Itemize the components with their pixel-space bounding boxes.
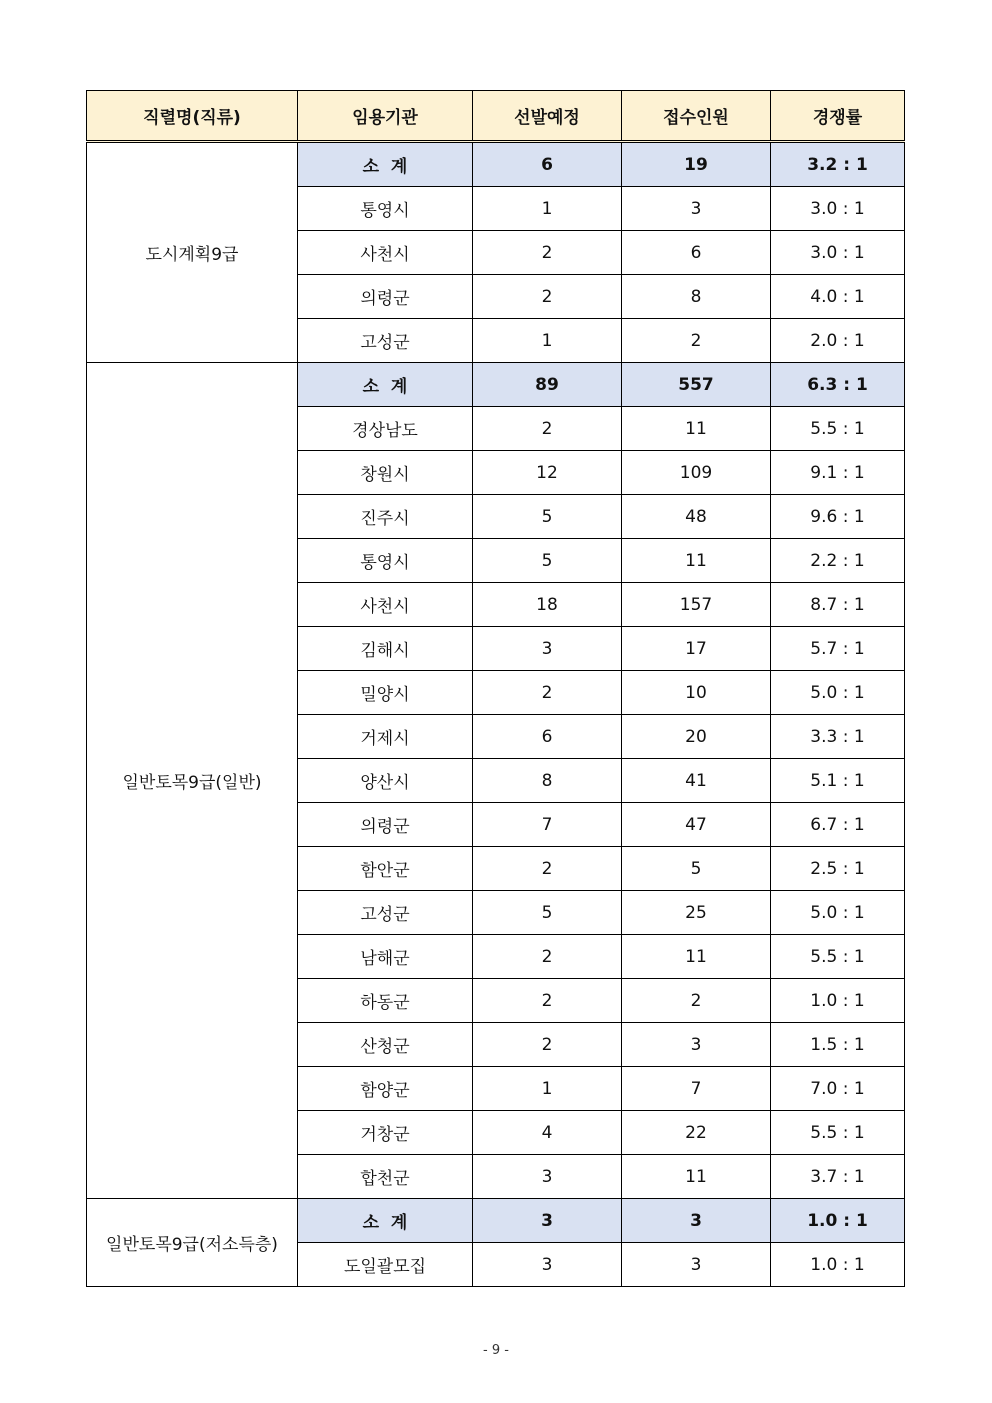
agency-cell: 경상남도 <box>298 407 473 451</box>
ratio-cell: 2.2 : 1 <box>771 539 905 583</box>
agency-cell: 김해시 <box>298 627 473 671</box>
ratio-cell: 3.0 : 1 <box>771 231 905 275</box>
ratio-cell: 5.5 : 1 <box>771 407 905 451</box>
page-number: - 9 - <box>483 1343 509 1358</box>
planned-cell: 7 <box>473 803 622 847</box>
ratio-cell: 1.0 : 1 <box>771 1243 905 1287</box>
planned-cell: 2 <box>473 1023 622 1067</box>
applicants-cell: 2 <box>622 979 771 1023</box>
applicants-cell: 8 <box>622 275 771 319</box>
ratio-cell: 1.0 : 1 <box>771 1199 905 1243</box>
planned-cell: 1 <box>473 1067 622 1111</box>
ratio-cell: 6.3 : 1 <box>771 363 905 407</box>
planned-cell: 6 <box>473 715 622 759</box>
planned-cell: 1 <box>473 319 622 363</box>
planned-cell: 5 <box>473 891 622 935</box>
applicants-cell: 6 <box>622 231 771 275</box>
applicants-cell: 557 <box>622 363 771 407</box>
applicants-cell: 11 <box>622 407 771 451</box>
planned-cell: 5 <box>473 495 622 539</box>
applicants-cell: 157 <box>622 583 771 627</box>
ratio-cell: 5.0 : 1 <box>771 671 905 715</box>
ratio-cell: 5.1 : 1 <box>771 759 905 803</box>
applicants-cell: 5 <box>622 847 771 891</box>
header-job-series: 직렬명(직류) <box>87 91 298 142</box>
ratio-cell: 6.7 : 1 <box>771 803 905 847</box>
agency-cell: 하동군 <box>298 979 473 1023</box>
planned-cell: 3 <box>473 627 622 671</box>
table-body <box>87 142 905 1287</box>
header-agency: 임용기관 <box>298 91 473 142</box>
applicants-cell: 25 <box>622 891 771 935</box>
agency-cell: 양산시 <box>298 759 473 803</box>
ratio-cell: 3.0 : 1 <box>771 187 905 231</box>
header-ratio: 경쟁률 <box>771 91 905 142</box>
ratio-cell: 3.2 : 1 <box>771 142 905 187</box>
applicants-cell: 41 <box>622 759 771 803</box>
applicants-cell: 48 <box>622 495 771 539</box>
applicants-cell: 17 <box>622 627 771 671</box>
ratio-cell: 1.5 : 1 <box>771 1023 905 1067</box>
ratio-cell: 2.5 : 1 <box>771 847 905 891</box>
planned-cell: 2 <box>473 275 622 319</box>
ratio-cell: 5.5 : 1 <box>771 935 905 979</box>
planned-cell: 2 <box>473 979 622 1023</box>
agency-cell: 창원시 <box>298 451 473 495</box>
applicants-cell: 7 <box>622 1067 771 1111</box>
applicants-cell: 109 <box>622 451 771 495</box>
agency-cell: 의령군 <box>298 275 473 319</box>
planned-cell: 12 <box>473 451 622 495</box>
agency-cell: 고성군 <box>298 319 473 363</box>
agency-cell: 거제시 <box>298 715 473 759</box>
planned-cell: 18 <box>473 583 622 627</box>
applicants-cell: 11 <box>622 1155 771 1199</box>
applicants-cell: 11 <box>622 539 771 583</box>
applicants-cell: 3 <box>622 1243 771 1287</box>
agency-cell: 진주시 <box>298 495 473 539</box>
ratio-cell: 5.7 : 1 <box>771 627 905 671</box>
ratio-cell: 3.3 : 1 <box>771 715 905 759</box>
applicants-cell: 2 <box>622 319 771 363</box>
agency-cell: 소 계 <box>298 363 473 407</box>
ratio-cell: 1.0 : 1 <box>771 979 905 1023</box>
ratio-cell: 5.5 : 1 <box>771 1111 905 1155</box>
applicants-cell: 11 <box>622 935 771 979</box>
agency-cell: 통영시 <box>298 539 473 583</box>
agency-cell: 합천군 <box>298 1155 473 1199</box>
competition-rate-table <box>86 90 905 1287</box>
ratio-cell: 5.0 : 1 <box>771 891 905 935</box>
ratio-cell: 9.6 : 1 <box>771 495 905 539</box>
ratio-cell: 9.1 : 1 <box>771 451 905 495</box>
agency-cell: 도일괄모집 <box>298 1243 473 1287</box>
applicants-cell: 10 <box>622 671 771 715</box>
planned-cell: 3 <box>473 1155 622 1199</box>
applicants-cell: 22 <box>622 1111 771 1155</box>
header-applicants: 접수인원 <box>622 91 771 142</box>
planned-cell: 2 <box>473 847 622 891</box>
planned-cell: 2 <box>473 935 622 979</box>
subtotal-row <box>87 142 905 187</box>
job-series-cell: 일반토목9급(저소득층) <box>87 1199 298 1287</box>
agency-cell: 사천시 <box>298 231 473 275</box>
applicants-cell: 3 <box>622 187 771 231</box>
ratio-cell: 7.0 : 1 <box>771 1067 905 1111</box>
agency-cell: 고성군 <box>298 891 473 935</box>
applicants-cell: 47 <box>622 803 771 847</box>
agency-cell: 거창군 <box>298 1111 473 1155</box>
planned-cell: 2 <box>473 407 622 451</box>
subtotal-row <box>87 363 905 407</box>
planned-cell: 3 <box>473 1199 622 1243</box>
header-planned: 선발예정 <box>473 91 622 142</box>
agency-cell: 소 계 <box>298 142 473 187</box>
applicants-cell: 19 <box>622 142 771 187</box>
applicants-cell: 3 <box>622 1199 771 1243</box>
agency-cell: 통영시 <box>298 187 473 231</box>
agency-cell: 소 계 <box>298 1199 473 1243</box>
planned-cell: 1 <box>473 187 622 231</box>
applicants-cell: 3 <box>622 1023 771 1067</box>
planned-cell: 2 <box>473 671 622 715</box>
subtotal-row <box>87 1199 905 1243</box>
planned-cell: 6 <box>473 142 622 187</box>
ratio-cell: 8.7 : 1 <box>771 583 905 627</box>
agency-cell: 산청군 <box>298 1023 473 1067</box>
ratio-cell: 2.0 : 1 <box>771 319 905 363</box>
agency-cell: 함양군 <box>298 1067 473 1111</box>
planned-cell: 2 <box>473 231 622 275</box>
agency-cell: 의령군 <box>298 803 473 847</box>
ratio-cell: 3.7 : 1 <box>771 1155 905 1199</box>
planned-cell: 89 <box>473 363 622 407</box>
planned-cell: 3 <box>473 1243 622 1287</box>
job-series-cell: 일반토목9급(일반) <box>87 363 298 1199</box>
agency-cell: 남해군 <box>298 935 473 979</box>
agency-cell: 밀양시 <box>298 671 473 715</box>
planned-cell: 4 <box>473 1111 622 1155</box>
applicants-cell: 20 <box>622 715 771 759</box>
agency-cell: 함안군 <box>298 847 473 891</box>
planned-cell: 8 <box>473 759 622 803</box>
planned-cell: 5 <box>473 539 622 583</box>
job-series-cell: 도시계획9급 <box>87 142 298 363</box>
ratio-cell: 4.0 : 1 <box>771 275 905 319</box>
table-header-row <box>87 91 905 142</box>
agency-cell: 사천시 <box>298 583 473 627</box>
